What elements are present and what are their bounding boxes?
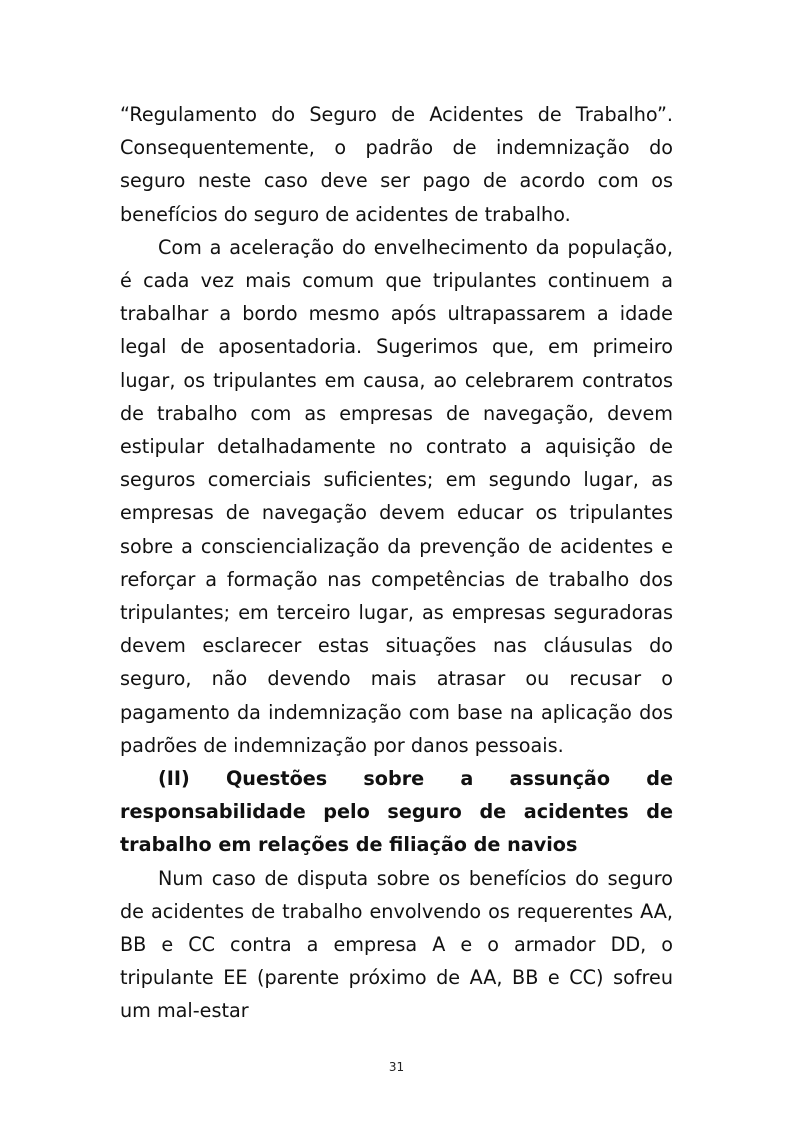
document-page: [120, 98, 673, 1028]
section-heading: (II) Questões sobre a assunção de responsabilidade pelo seguro de acidentes de trabalho em relações de filiação de navios: [120, 767, 673, 857]
body-paragraph-1: “Regulamento do Seguro de Acidentes de Trabalho”. Consequentemente, o padrão de indemnização do seguro neste caso deve ser pago de acordo com os benefícios do seguro de acidentes de trabalho.: [120, 103, 673, 226]
page-number: 31: [388, 1060, 405, 1074]
body-paragraph-2: Com a aceleração do envelhecimento da população, é cada vez mais comum que tripulantes continuem a trabalhar a bordo mesmo após ultrapassarem a idade legal de aposentadoria. Sugerimos que, em primeiro lugar, os tripulantes em causa, ao celebrarem contratos de trabalho com as empresas de navegação, devem estipular detalhadamente no contrato a aquisição de seguros comerciais suficientes; em segundo lugar, as empresas de navegação devem educar os tripulantes sobre a consciencialização da prevenção de acidentes e reforçar a formação nas competências de trabalho dos tripulantes; em terceiro lugar, as empresas seguradoras devem esclarecer estas situações nas cláusulas do seguro, não devendo mais atrasar ou recusar o pagamento da indemnização com base na aplicação dos padrões de indemnização por danos pessoais.: [120, 235, 673, 757]
body-paragraph-3: Num caso de disputa sobre os benefícios do seguro de acidentes de trabalho envolvendo os requerentes AA, BB e CC contra a empresa A e o armador DD, o tripulante EE (parente próximo de AA, BB e CC) sofreu um mal-estar: [120, 866, 673, 1023]
